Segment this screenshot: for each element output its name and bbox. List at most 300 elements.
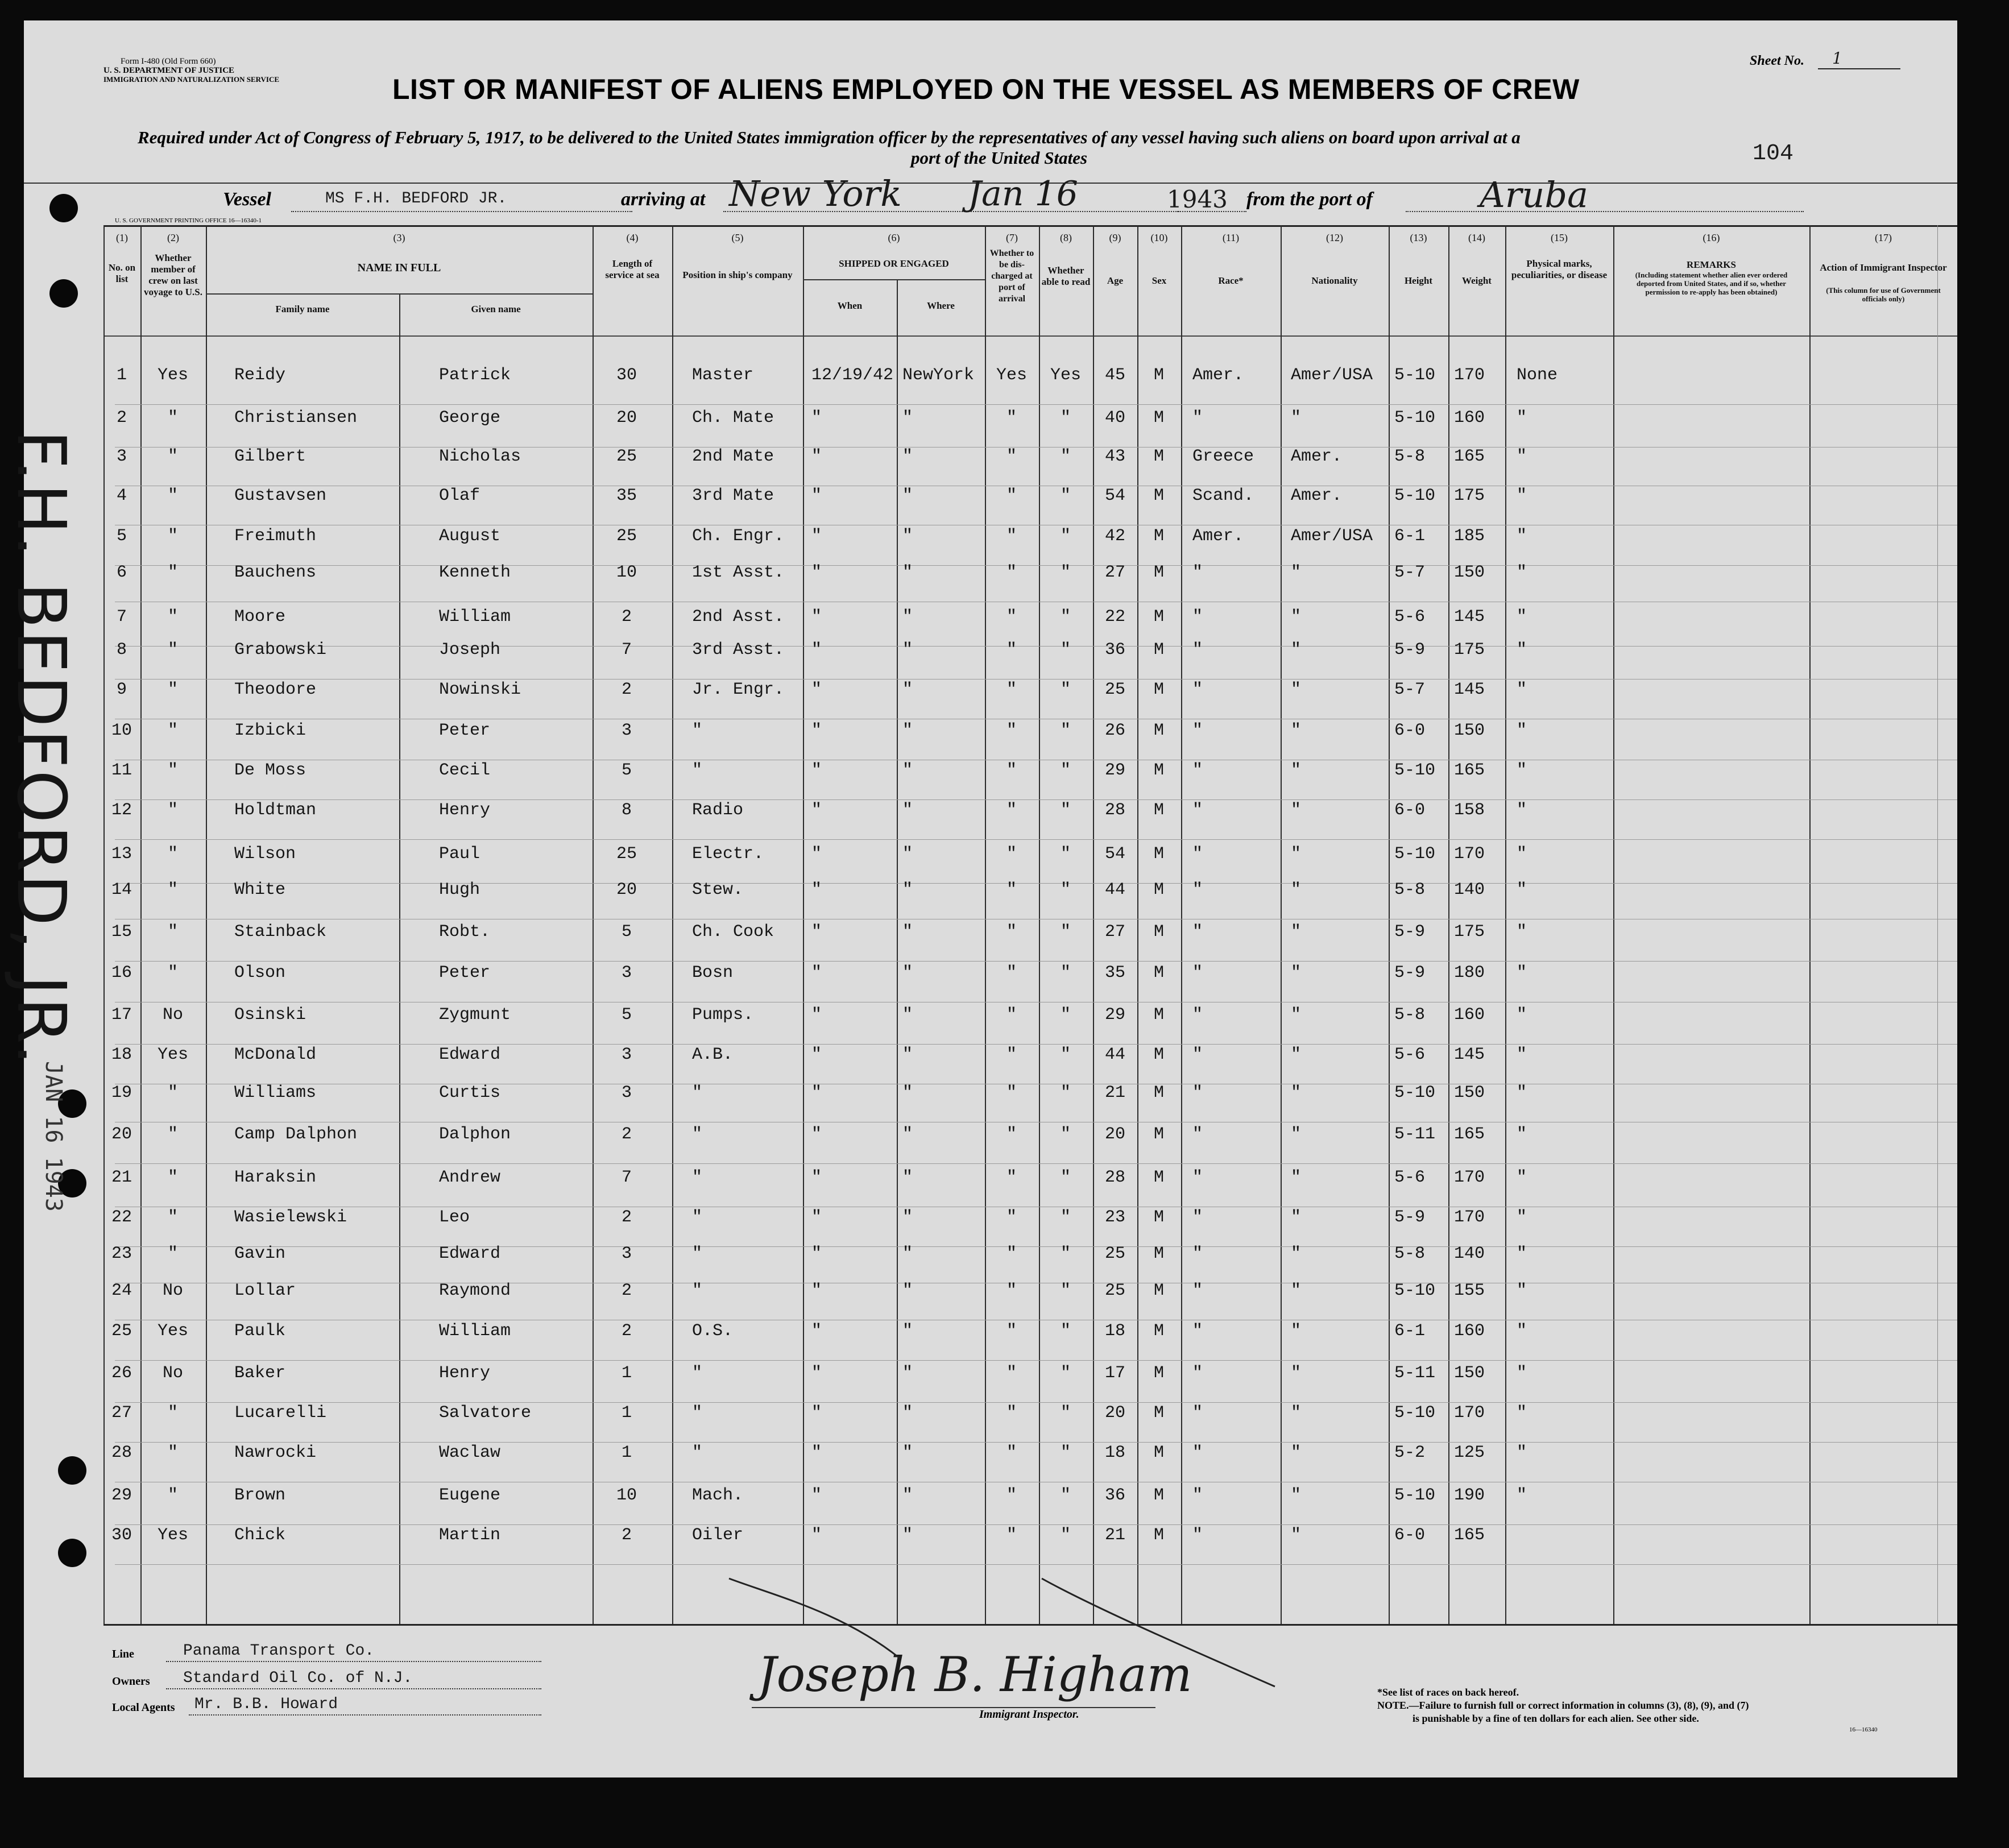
cell-where: " — [902, 880, 913, 900]
cell-read: " — [1060, 721, 1071, 740]
cell-given: Martin — [439, 1526, 501, 1545]
cell-weight: 165 — [1454, 1125, 1485, 1144]
cell-no: 10 — [111, 721, 132, 740]
cell-height: 6-0 — [1394, 1526, 1426, 1545]
cell-family: Izbicki — [234, 721, 306, 740]
cell-weight: 160 — [1454, 1005, 1485, 1025]
cell-nationality: " — [1291, 1045, 1302, 1064]
cell-age: 20 — [1104, 1403, 1126, 1423]
cell-weight: 175 — [1454, 486, 1485, 505]
col-head-last-voyage: Whether member of crew on last voyage to U.S. — [144, 252, 202, 297]
cell-where: " — [902, 408, 913, 428]
cell-read: " — [1060, 1443, 1071, 1462]
cell-family: Moore — [234, 607, 286, 627]
cell-given: Peter — [439, 963, 491, 983]
cell-read: " — [1060, 963, 1071, 983]
cell-nationality: " — [1291, 408, 1302, 428]
cell-weight: 170 — [1454, 1208, 1485, 1227]
cell-service: 25 — [616, 527, 637, 546]
cell-family: Gavin — [234, 1244, 286, 1263]
cell-age: 22 — [1104, 607, 1126, 627]
cell-marks: " — [1517, 880, 1527, 900]
cell-height: 6-1 — [1394, 527, 1426, 546]
cell-service: 3 — [621, 721, 632, 740]
cell-age: 44 — [1104, 1045, 1126, 1064]
cell-weight: 190 — [1454, 1486, 1485, 1505]
cell-given: Leo — [439, 1208, 470, 1227]
cell-family: Holdtman — [234, 801, 317, 820]
cell-nationality: " — [1291, 1281, 1302, 1300]
cell-weight: 150 — [1454, 721, 1485, 740]
cell-marks: " — [1517, 1403, 1527, 1423]
cell-no: 24 — [111, 1281, 132, 1300]
cell-last: " — [167, 527, 179, 546]
cell-discharged: " — [1006, 1045, 1017, 1064]
cell-read: " — [1060, 447, 1071, 466]
cell-where: " — [902, 1125, 913, 1144]
cell-weight: 145 — [1454, 1045, 1485, 1064]
cell-age: 45 — [1104, 366, 1126, 385]
cell-last: No — [162, 1005, 184, 1025]
cell-service: 2 — [621, 1321, 632, 1341]
cell-weight: 160 — [1454, 408, 1485, 428]
col-num-1: (1) — [116, 232, 128, 243]
cell-nationality: " — [1291, 721, 1302, 740]
cell-given: Nicholas — [439, 447, 521, 466]
cell-discharged: " — [1006, 1321, 1017, 1341]
line-value: Panama Transport Co. — [183, 1642, 375, 1660]
cell-when: " — [811, 1005, 822, 1025]
cell-height: 6-1 — [1394, 1321, 1426, 1341]
cell-given: Hugh — [439, 880, 480, 900]
cell-height: 5-9 — [1394, 963, 1426, 983]
cell-service: 7 — [621, 640, 632, 660]
cell-weight: 165 — [1454, 447, 1485, 466]
cell-nationality: " — [1291, 1403, 1302, 1423]
cell-no: 7 — [116, 607, 127, 627]
cell-age: 25 — [1104, 1244, 1126, 1263]
cell-weight: 180 — [1454, 963, 1485, 983]
cell-last: " — [167, 680, 179, 699]
cell-read: Yes — [1050, 366, 1082, 385]
col-num-13: (13) — [1410, 232, 1427, 243]
cell-sex: M — [1153, 1083, 1165, 1103]
cell-given: Henry — [439, 1364, 491, 1383]
cell-no: 13 — [111, 844, 132, 864]
cell-position: 3rd Mate — [692, 486, 774, 505]
sheet-value: 1 — [1832, 49, 1842, 68]
cell-position: " — [692, 1125, 703, 1144]
cell-age: 40 — [1104, 408, 1126, 428]
cell-no: 3 — [116, 447, 127, 466]
cell-nationality: " — [1291, 1526, 1302, 1545]
agents-value: Mr. B.B. Howard — [194, 1696, 338, 1713]
cell-given: Paul — [439, 844, 480, 864]
cell-height: 5-8 — [1394, 1005, 1426, 1025]
cell-when: " — [811, 1125, 822, 1144]
cell-no: 25 — [111, 1321, 132, 1341]
col-num-7: (7) — [1006, 232, 1018, 243]
cell-marks: " — [1517, 1005, 1527, 1025]
cell-read: " — [1060, 761, 1071, 780]
cell-no: 2 — [116, 408, 127, 428]
col-head-nationality: Nationality — [1311, 275, 1358, 286]
cell-family: Reidy — [234, 366, 286, 385]
col-head-race: Race* — [1218, 275, 1244, 286]
cell-discharged: " — [1006, 1403, 1017, 1423]
cell-where: " — [902, 922, 913, 942]
cell-height: 5-6 — [1394, 1045, 1426, 1064]
cell-service: 35 — [616, 486, 637, 505]
cell-age: 17 — [1104, 1364, 1126, 1383]
cell-no: 16 — [111, 963, 132, 983]
cell-position: Stew. — [692, 880, 744, 900]
col-head-given: Given name — [471, 304, 521, 314]
cell-race: " — [1192, 1083, 1203, 1103]
cell-family: Paulk — [234, 1321, 286, 1341]
cell-last: " — [167, 1403, 179, 1423]
cell-discharged: " — [1006, 447, 1017, 466]
cell-position: 3rd Asst. — [692, 640, 785, 660]
cell-position: Ch. Mate — [692, 408, 774, 428]
cell-given: Nowinski — [439, 680, 521, 699]
cell-given: Cecil — [439, 761, 491, 780]
cell-position: A.B. — [692, 1045, 734, 1064]
cell-service: 1 — [621, 1403, 632, 1423]
cell-weight: 160 — [1454, 1321, 1485, 1341]
cell-height: 6-0 — [1394, 801, 1426, 820]
cell-height: 5-9 — [1394, 922, 1426, 942]
cell-last: " — [167, 640, 179, 660]
col-num-11: (11) — [1222, 232, 1240, 243]
cell-given: Henry — [439, 801, 491, 820]
cell-service: 20 — [616, 880, 637, 900]
cell-nationality: Amer. — [1291, 447, 1343, 466]
cell-age: 18 — [1104, 1321, 1126, 1341]
cell-given: Waclaw — [439, 1443, 501, 1462]
cell-nationality: " — [1291, 1486, 1302, 1505]
agents-label: Local Agents — [112, 1701, 175, 1714]
cell-service: 2 — [621, 680, 632, 699]
cell-where: " — [902, 447, 913, 466]
cell-position: " — [692, 1083, 703, 1103]
cell-no: 21 — [111, 1168, 132, 1187]
cell-family: Gustavsen — [234, 486, 327, 505]
cell-discharged: " — [1006, 527, 1017, 546]
cell-nationality: " — [1291, 640, 1302, 660]
cell-where: " — [902, 844, 913, 864]
cell-read: " — [1060, 880, 1071, 900]
cell-service: 7 — [621, 1168, 632, 1187]
cell-age: 26 — [1104, 721, 1126, 740]
from-label: from the port of — [1246, 189, 1373, 210]
cell-race: " — [1192, 1321, 1203, 1341]
cell-race: " — [1192, 1168, 1203, 1187]
cell-race: " — [1192, 963, 1203, 983]
cell-marks: " — [1517, 1125, 1527, 1144]
cell-last: " — [167, 801, 179, 820]
cell-nationality: " — [1291, 1208, 1302, 1227]
cell-where: " — [902, 563, 913, 582]
cell-sex: M — [1153, 922, 1165, 942]
cell-read: " — [1060, 1364, 1071, 1383]
cell-nationality: " — [1291, 1168, 1302, 1187]
cell-sex: M — [1153, 1443, 1165, 1462]
cell-when: " — [811, 1168, 822, 1187]
cell-given: Zygmunt — [439, 1005, 511, 1025]
cell-marks: " — [1517, 680, 1527, 699]
cell-weight: 158 — [1454, 801, 1485, 820]
cell-where: " — [902, 1281, 913, 1300]
cell-no: 26 — [111, 1364, 132, 1383]
cell-nationality: " — [1291, 1321, 1302, 1341]
cell-age: 54 — [1104, 844, 1126, 864]
col-num-3: (3) — [393, 232, 405, 243]
cell-nationality: Amer/USA — [1291, 366, 1373, 385]
col-head-age: Age — [1107, 275, 1124, 286]
cell-when: " — [811, 1208, 822, 1227]
cell-age: 29 — [1104, 761, 1126, 780]
cell-nationality: " — [1291, 1244, 1302, 1263]
cell-service: 2 — [621, 607, 632, 627]
cell-race: Amer. — [1192, 366, 1244, 385]
cell-nationality: " — [1291, 844, 1302, 864]
cell-nationality: " — [1291, 1364, 1302, 1383]
cell-sex: M — [1153, 607, 1165, 627]
cell-position: " — [692, 1364, 703, 1383]
cell-no: 19 — [111, 1083, 132, 1103]
cell-sex: M — [1153, 563, 1165, 582]
cell-marks: " — [1517, 563, 1527, 582]
cell-service: 30 — [616, 366, 637, 385]
cell-age: 27 — [1104, 563, 1126, 582]
cell-race: " — [1192, 640, 1203, 660]
cell-service: 3 — [621, 1083, 632, 1103]
cell-position: " — [692, 1443, 703, 1462]
cell-race: Amer. — [1192, 527, 1244, 546]
cell-discharged: " — [1006, 1443, 1017, 1462]
cell-discharged: " — [1006, 1005, 1017, 1025]
arriving-label: arriving at — [621, 189, 706, 210]
cell-sex: M — [1153, 1526, 1165, 1545]
cell-read: " — [1060, 922, 1071, 942]
cell-marks: " — [1517, 486, 1527, 505]
cell-position: O.S. — [692, 1321, 734, 1341]
cell-family: Gilbert — [234, 447, 306, 466]
cell-height: 5-8 — [1394, 447, 1426, 466]
col-head-remarks-note: (Including statement whether alien ever ordered deported from United States, and if so, whether permission to re-apply has been obtained) — [1635, 271, 1788, 296]
cell-height: 5-10 — [1394, 486, 1436, 505]
cell-where: " — [902, 640, 913, 660]
cell-service: 3 — [621, 963, 632, 983]
cell-height: 5-10 — [1394, 761, 1436, 780]
cell-given: Joseph — [439, 640, 501, 660]
cell-where: " — [902, 801, 913, 820]
cell-read: " — [1060, 486, 1071, 505]
cell-sex: M — [1153, 408, 1165, 428]
cell-where: " — [902, 721, 913, 740]
cell-race: " — [1192, 1364, 1203, 1383]
cell-last: " — [167, 1083, 179, 1103]
cell-last: " — [167, 607, 179, 627]
cell-when: " — [811, 721, 822, 740]
cell-read: " — [1060, 1005, 1071, 1025]
cell-given: Dalphon — [439, 1125, 511, 1144]
cell-where: " — [902, 1208, 913, 1227]
cell-position: Jr. Engr. — [692, 680, 785, 699]
col-num-6: (6) — [888, 232, 900, 243]
cell-where: " — [902, 1486, 913, 1505]
cell-sex: M — [1153, 1045, 1165, 1064]
cell-age: 21 — [1104, 1526, 1126, 1545]
penalty-note: NOTE.—Failure to furnish full or correct information in columns (3), (8), (9), and (7) — [1377, 1700, 1749, 1711]
department: U. S. DEPARTMENT OF JUSTICE — [103, 66, 235, 75]
cell-family: Stainback — [234, 922, 327, 942]
cell-family: Lucarelli — [234, 1403, 327, 1423]
cell-read: " — [1060, 1321, 1071, 1341]
cell-race: " — [1192, 1005, 1203, 1025]
cell-weight: 155 — [1454, 1281, 1485, 1300]
cell-when: " — [811, 1403, 822, 1423]
cell-discharged: " — [1006, 721, 1017, 740]
cell-service: 3 — [621, 1244, 632, 1263]
cell-discharged: Yes — [996, 366, 1028, 385]
cell-when: " — [811, 607, 822, 627]
cell-no: 17 — [111, 1005, 132, 1025]
cell-discharged: " — [1006, 761, 1017, 780]
cell-given: Salvatore — [439, 1403, 532, 1423]
arrival-date: Jan 16 — [968, 174, 1078, 214]
cell-race: " — [1192, 1208, 1203, 1227]
col-num-5: (5) — [731, 232, 744, 243]
cell-last: " — [167, 844, 179, 864]
form-code: 16—16340 — [1849, 1726, 1878, 1733]
cell-position: Ch. Engr. — [692, 527, 785, 546]
cell-sex: M — [1153, 1208, 1165, 1227]
cell-discharged: " — [1006, 486, 1017, 505]
cell-no: 11 — [111, 761, 132, 780]
cell-race: " — [1192, 761, 1203, 780]
cell-race: " — [1192, 1244, 1203, 1263]
cell-service: 1 — [621, 1443, 632, 1462]
cell-marks: " — [1517, 761, 1527, 780]
cell-last: Yes — [157, 366, 189, 385]
cell-nationality: " — [1291, 680, 1302, 699]
cell-weight: 140 — [1454, 880, 1485, 900]
cell-read: " — [1060, 1526, 1071, 1545]
cell-age: 21 — [1104, 1083, 1126, 1103]
cell-when: " — [811, 1321, 822, 1341]
cell-race: Greece — [1192, 447, 1254, 466]
cell-when: " — [811, 761, 822, 780]
col-head-service: Length of service at sea — [605, 258, 660, 280]
cell-where: " — [902, 527, 913, 546]
cell-read: " — [1060, 1045, 1071, 1064]
cell-family: Williams — [234, 1083, 317, 1103]
cell-last: " — [167, 1443, 179, 1462]
cell-read: " — [1060, 563, 1071, 582]
cell-age: 25 — [1104, 1281, 1126, 1300]
form-subtitle: Required under Act of Congress of February 5, 1917, to be delivered to the United States immigration officer by the representatives of any vessel having such aliens on board upon arrival at a — [138, 127, 1521, 147]
cell-no: 22 — [111, 1208, 132, 1227]
cell-nationality: " — [1291, 761, 1302, 780]
cell-where: " — [902, 1403, 913, 1423]
cell-given: Edward — [439, 1244, 501, 1263]
cell-no: 14 — [111, 880, 132, 900]
cell-read: " — [1060, 1083, 1071, 1103]
col-head-name: NAME IN FULL — [357, 262, 441, 274]
cell-last: " — [167, 1244, 179, 1263]
form-id: Form I-480 (Old Form 660) — [121, 57, 216, 66]
col-head-marks: Physical marks, peculiarities, or disease — [1511, 258, 1608, 280]
cell-nationality: " — [1291, 1125, 1302, 1144]
cell-sex: M — [1153, 801, 1165, 820]
cell-last: " — [167, 408, 179, 428]
cell-discharged: " — [1006, 1244, 1017, 1263]
cell-marks: " — [1517, 1168, 1527, 1187]
cell-marks: " — [1517, 1321, 1527, 1341]
cell-discharged: " — [1006, 408, 1017, 428]
cell-no: 9 — [116, 680, 127, 699]
cell-family: Freimuth — [234, 527, 317, 546]
cell-age: 43 — [1104, 447, 1126, 466]
cell-where: " — [902, 1244, 913, 1263]
from-port: Aruba — [1480, 174, 1588, 216]
cell-last: " — [167, 486, 179, 505]
cell-weight: 165 — [1454, 1526, 1485, 1545]
cell-service: 25 — [616, 844, 637, 864]
cell-no: 29 — [111, 1486, 132, 1505]
cell-marks: " — [1517, 1045, 1527, 1064]
owners-label: Owners — [112, 1675, 150, 1688]
cell-last: " — [167, 1125, 179, 1144]
cell-position: " — [692, 1168, 703, 1187]
cell-where: " — [902, 1083, 913, 1103]
cell-nationality: Amer/USA — [1291, 527, 1373, 546]
cell-when: " — [811, 680, 822, 699]
cell-position: Mach. — [692, 1486, 744, 1505]
cell-race: " — [1192, 1045, 1203, 1064]
cell-given: Robt. — [439, 922, 491, 942]
cell-marks: " — [1517, 721, 1527, 740]
cell-sex: M — [1153, 1005, 1165, 1025]
cell-given: Edward — [439, 1045, 501, 1064]
cell-family: White — [234, 880, 286, 900]
cell-marks: " — [1517, 1486, 1527, 1505]
cell-read: " — [1060, 1208, 1071, 1227]
cell-weight: 125 — [1454, 1443, 1485, 1462]
cell-where: " — [902, 1005, 913, 1025]
cell-family: Lollar — [234, 1281, 296, 1300]
cell-weight: 170 — [1454, 366, 1485, 385]
cell-when: 12/19/42 — [811, 366, 894, 385]
cell-height: 5-6 — [1394, 607, 1426, 627]
cell-family: Chick — [234, 1526, 286, 1545]
col-num-15: (15) — [1551, 232, 1568, 243]
cell-weight: 175 — [1454, 640, 1485, 660]
cell-nationality: " — [1291, 880, 1302, 900]
col-num-16: (16) — [1703, 232, 1720, 243]
margin-vessel-name: F.H. BEDFORD, JR. — [2, 430, 81, 1068]
cell-marks: " — [1517, 963, 1527, 983]
form-title: LIST OR MANIFEST OF ALIENS EMPLOYED ON THE VESSEL AS MEMBERS OF CREW — [392, 73, 1580, 105]
col-num-10: (10) — [1150, 232, 1168, 243]
cell-given: August — [439, 527, 501, 546]
cell-service: 25 — [616, 447, 637, 466]
cell-position: Radio — [692, 801, 744, 820]
cell-discharged: " — [1006, 1125, 1017, 1144]
cell-weight: 165 — [1454, 761, 1485, 780]
